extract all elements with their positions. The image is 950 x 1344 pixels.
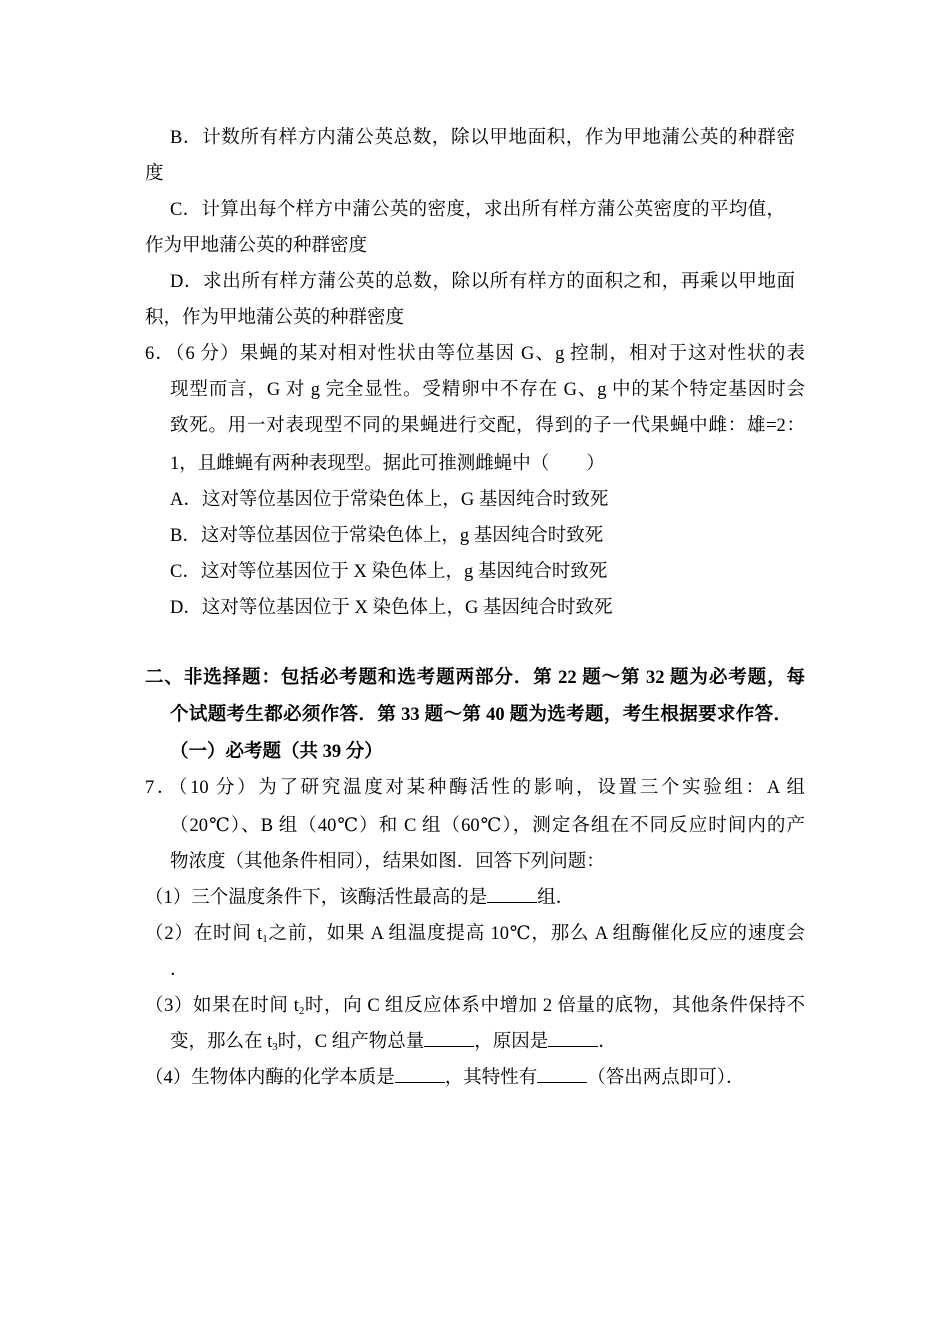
q7-part4-text-cont: ，其特性有 [444, 1068, 538, 1088]
t3-subscript: 3 [272, 1041, 278, 1053]
q6-stem-line3: 致死。用一对表现型不同的果蝇进行交配，得到的子一代果蝇中雌：雄=2： [170, 416, 805, 436]
t2-subscript: 2 [298, 1005, 305, 1017]
section2-subheading: （一）必考题（共 39 分） [170, 742, 383, 762]
answer-blank[interactable] [537, 1066, 587, 1083]
q6-stem-line1: 6．（6 分）果蝇的某对相对性状由等位基因 G、g 控制，相对于这对性状的表 [145, 344, 805, 364]
q7-part4-tail: （答出两点即可）． [587, 1068, 745, 1088]
q7-stem-line3: 物浓度（其他条件相同），结果如图．回答下列问题： [170, 852, 605, 872]
q6-option-d: D．这对等位基因位于 X 染色体上，G 基因纯合时致死 [170, 598, 613, 618]
q7-part2-text: （2）在时间 t [145, 924, 263, 944]
q5-option-c-line1: C．计算出每个样方中蒲公英的密度，求出所有样方蒲公英密度的平均值， [170, 200, 785, 220]
q6-stem-line2: 现型而言，G 对 g 完全显性。受精卵中不存在 G、g 中的某个特定基因时会 [170, 380, 805, 400]
q7-part3-reason: ，原因是 [474, 1032, 549, 1052]
answer-blank[interactable] [548, 1030, 598, 1047]
q7-part3-line2-text: 变，那么在 t [170, 1032, 273, 1052]
q6-stem-line4: 1，且雌蝇有两种表现型。据此可推测雌蝇中（ ） [170, 454, 605, 474]
answer-blank[interactable] [424, 1030, 474, 1047]
q7-part2-line2: ． [170, 960, 189, 980]
section2-heading-line1: 二、非选择题：包括必考题和选考题两部分．第 22 题～第 32 题为必考题，每 [145, 668, 805, 688]
q5-option-d-line1: D．求出所有样方蒲公英的总数，除以所有样方的面积之和，再乘以甲地面 [170, 272, 795, 292]
q6-option-b: B．这对等位基因位于常染色体上，g 基因纯合时致死 [170, 526, 604, 546]
q7-part3-line1 [145, 994, 805, 1018]
q7-part2-text-cont: 之前，如果 A 组温度提高 10℃，那么 A 组酶催化反应的速度会 [267, 924, 805, 944]
answer-blank[interactable] [395, 1066, 445, 1083]
q5-option-b-line1: B．计数所有样方内蒲公英总数，除以甲地面积，作为甲地蒲公英的种群密 [170, 128, 795, 148]
section2-heading-line2: 个试题考生都必须作答．第 33 题～第 40 题为选考题，考生根据要求作答． [170, 705, 792, 725]
q7-part3-text-cont: 时，向 C 组反应体系中增加 2 倍量的底物，其他条件保持不 [304, 996, 806, 1016]
q5-option-d-line2: 积，作为甲地蒲公英的种群密度 [145, 308, 405, 328]
q5-option-b-line2: 度 [145, 164, 164, 184]
q7-part3-text: （3）如果在时间 t [145, 996, 299, 1016]
q7-part4-text: （4）生物体内酶的化学本质是 [145, 1068, 395, 1088]
q7-part2 [145, 922, 805, 946]
q7-part1 [145, 886, 574, 910]
q7-part3-tail: ． [598, 1032, 617, 1052]
answer-blank[interactable] [487, 886, 537, 903]
q7-part4 [145, 1066, 745, 1090]
q5-option-c-line2: 作为甲地蒲公英的种群密度 [145, 236, 368, 256]
q6-option-a: A．这对等位基因位于常染色体上，G 基因纯合时致死 [170, 490, 609, 510]
q6-option-c: C．这对等位基因位于 X 染色体上，g 基因纯合时致死 [170, 562, 608, 582]
q7-part3-line2-text-cont: 时，C 组产物总量 [277, 1032, 425, 1052]
q7-part3-line2 [170, 1030, 617, 1054]
q7-stem-line1: 7．（10 分）为了研究温度对某种酶活性的影响，设置三个实验组：A 组 [145, 778, 805, 798]
q7-part1-tail: 组． [537, 888, 575, 908]
q7-part1-text: （1）三个温度条件下，该酶活性最高的是 [145, 888, 488, 908]
q7-stem-line2: （20℃）、B 组（40℃）和 C 组（60℃），测定各组在不同反应时间内的产 [170, 816, 805, 836]
t1-subscript: 1 [262, 933, 268, 945]
